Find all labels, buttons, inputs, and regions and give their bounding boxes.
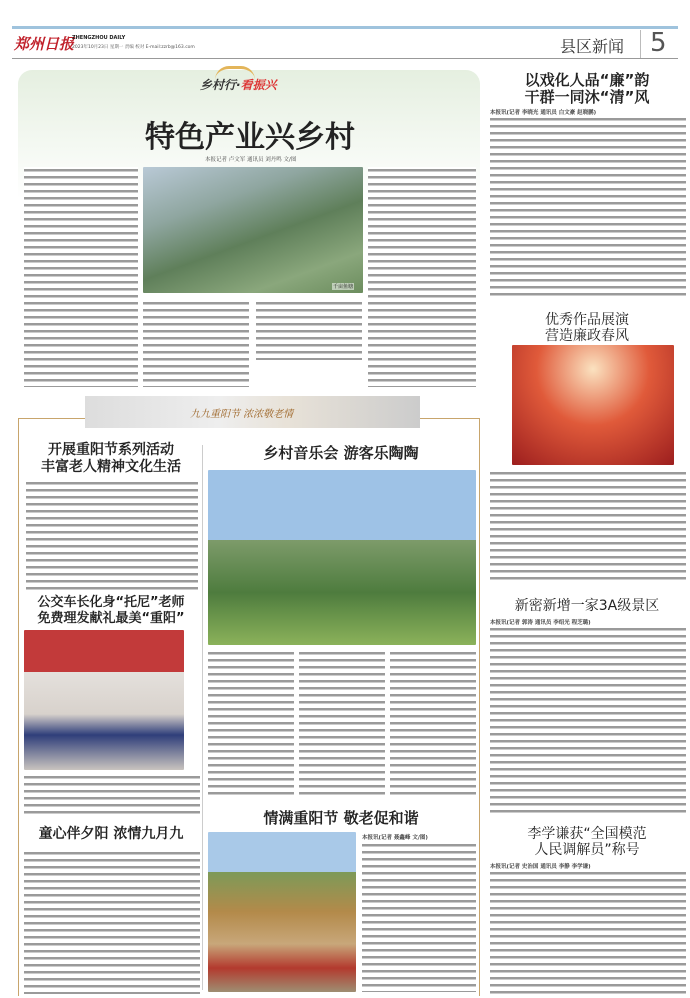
article-body [143, 300, 249, 387]
article-byline: 本报讯(记者 郭涛 通讯员 李绍光 程芝璐) [490, 620, 591, 626]
headline: 乡村音乐会 游客乐陶陶 [263, 444, 419, 462]
divider [640, 30, 641, 58]
headline: 公交车长化身“托尼”老师 免费理发献礼最美“重阳” [37, 595, 185, 626]
headline: 新密新增一家3A级景区 [514, 598, 660, 614]
newspaper-logo: 郑州日报 [14, 35, 75, 53]
article-body [490, 116, 686, 296]
article-body [24, 167, 138, 387]
photo-caption: 千亩鱼塘 [333, 284, 354, 290]
headline: 李学谦获“全国模范 人民调解员”称号 [527, 826, 647, 858]
concert-photo [208, 470, 476, 645]
column-divider [202, 445, 203, 990]
article-body [490, 870, 686, 995]
divider [12, 58, 678, 59]
article-body [490, 470, 686, 580]
article-byline: 本报讯(记者 史治国 通讯员 李静 李学谦) [490, 864, 591, 870]
feature-title: 特色产业兴乡村 [145, 120, 355, 155]
article-body [299, 650, 385, 795]
barber-photo [24, 630, 184, 770]
stage-photo [512, 345, 674, 465]
article-byline: 本报讯(记者 李晓光 通讯员 白文豪 赵晓鹏) [490, 110, 597, 116]
article-body [256, 300, 362, 360]
column-kicker: 乡村行·看振兴 [200, 78, 277, 92]
page-number: 5 [650, 28, 667, 58]
article-body [490, 626, 686, 816]
feature-byline: 本报记者 卢文军 通讯员 刘丹鸣 文/图 [205, 157, 297, 163]
banner-title: 九九重阳节 浓浓敬老情 [190, 409, 294, 420]
headline: 以戏化人品“廉”韵 干群一同沐“清”风 [524, 71, 650, 106]
article-body [368, 167, 476, 387]
article-body [390, 650, 476, 795]
article-byline: 本报讯(记者 聂鑫峰 文/图) [362, 835, 428, 841]
headline: 开展重阳节系列活动 丰富老人精神文化生活 [41, 442, 181, 475]
top-rule [12, 26, 678, 29]
article-body [24, 774, 200, 814]
headline: 情满重阳节 敬老促和谐 [263, 809, 419, 827]
article-body [208, 650, 294, 795]
headline: 优秀作品展演 营造廉政春风 [545, 312, 629, 344]
article-body [24, 850, 200, 994]
performance-photo [208, 832, 356, 992]
article-body [26, 480, 198, 590]
article-body [362, 842, 476, 992]
fish-pond-photo [143, 167, 363, 293]
headline: 童心伴夕阳 浓情九月九 [38, 826, 184, 842]
issue-info: 2023年10月23日 星期一 责编 校对 E-mail:zzrb@163.com [72, 45, 195, 50]
newspaper-english-name: ZHENGZHOU DAILY [72, 35, 126, 41]
section-name: 县区新闻 [560, 37, 625, 56]
